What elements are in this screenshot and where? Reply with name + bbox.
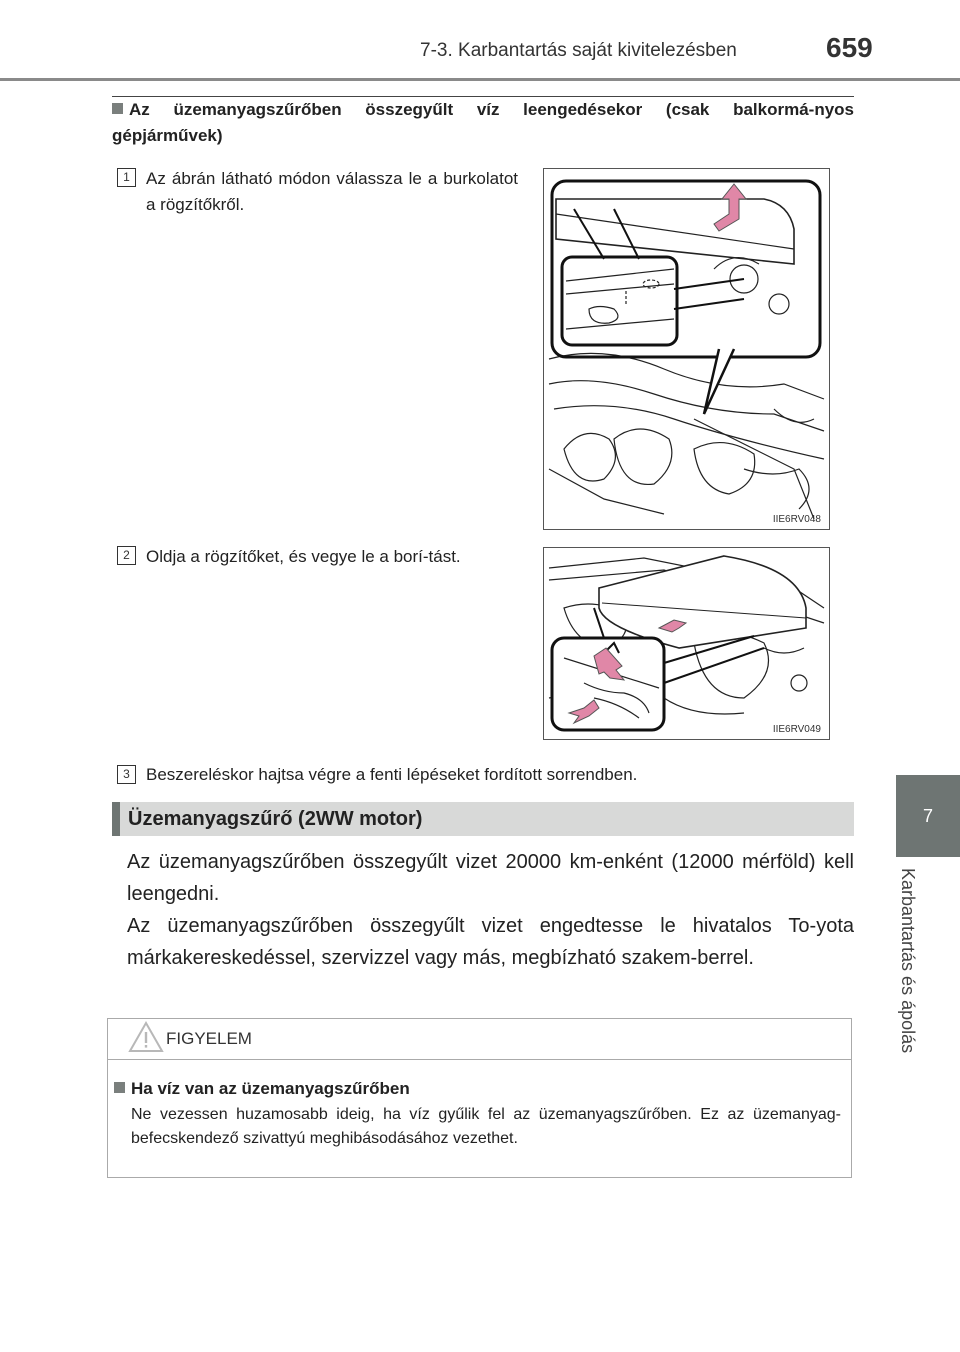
warning-subheading [114,1079,410,1099]
engine-bay-illustration-2 [544,548,829,739]
figure-cover-clips [543,547,830,740]
bullet-square-icon [114,1082,125,1093]
header-divider [0,78,960,81]
warning-text: Ne vezessen huzamosabb ideig, ha víz gyűlik fel az üzemanyagszűrőben. Ez az üzemanyag-befecskendező szivattyú meghibásodásához vezethet. [131,1106,841,1147]
figure-cover-removal [543,168,830,530]
warning-label: FIGYELEM [166,1029,252,1048]
section-subheading-text: Az üzemanyagszűrőben összegyűlt víz leengedésekor (csak balkormá-nyos gépjárművek) [112,100,854,145]
fuel-filter-paragraph-2: Az üzemanyagszűrőben összegyűlt vizet engedtesse le hivatalos To-yota márkakereskedéssel, szervizzel vagy más, megbízható szakem-berrel. [127,915,854,969]
warning-subheading-text: Ha víz van az üzemanyagszűrőben [131,1079,410,1098]
figure-1-code: IIE6RV048 [772,514,821,525]
chapter-name-vertical [897,868,935,1078]
chapter-number-tab: 7 [896,775,960,857]
chapter-name-label: Karbantartás és ápolás [898,868,918,1054]
fuel-filter-heading [112,802,854,836]
fuel-filter-paragraph-1: Az üzemanyagszűrőben összegyűlt vizet 20000 km-enként (12000 mérföld) kell leengedni. [127,851,854,905]
chapter-title: 7-3. Karbantartás saját kivitelezésben [420,40,737,61]
warning-triangle-icon [128,1020,164,1054]
engine-bay-illustration-1 [544,169,829,529]
section-subheading [112,97,854,149]
figure-2-code: IIE6RV049 [772,724,821,735]
step-2-number: 2 [117,546,136,565]
page-number: 659 [826,32,873,63]
step-1-number: 1 [117,168,136,187]
step-3-number: 3 [117,765,136,784]
fuel-filter-heading-text: Üzemanyagszűrő (2WW motor) [128,808,423,830]
step-1-text: Az ábrán látható módon válassza le a burkolatot a rögzítőkről. [146,169,518,214]
step-3-text: Beszereléskor hajtsa végre a fenti lépéseket fordított sorrendben. [146,765,638,784]
step-2-text: Oldja a rögzítőket, és vegye le a borí-tást. [146,547,461,566]
bullet-square-icon [112,103,123,114]
warning-divider [107,1059,852,1060]
